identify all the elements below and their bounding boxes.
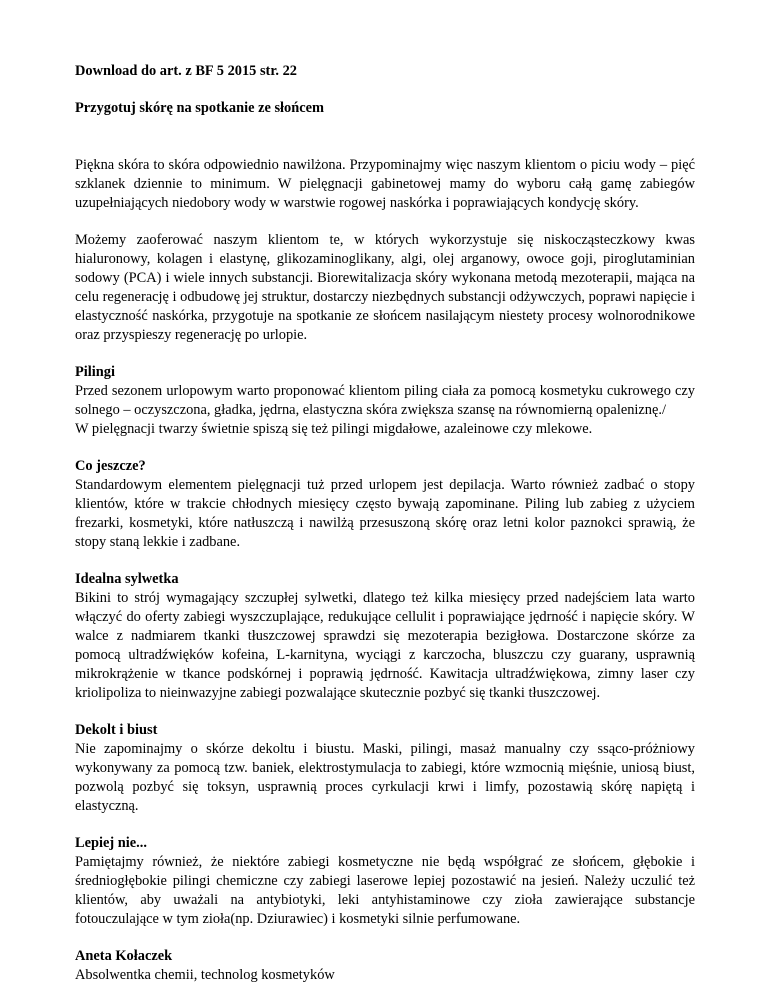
author-name: Aneta Kołaczek bbox=[75, 948, 173, 964]
section-paragraph: W pielęgnacji twarzy świetnie spiszą się też pilingi migdałowe, azaleinowe czy mlekowe. bbox=[75, 421, 593, 437]
download-line: Download do art. z BF 5 2015 str. 22 bbox=[75, 63, 297, 79]
intro-paragraph-1: Piękna skóra to skóra odpowiednio nawilżona. Przypominajmy więc naszym klientom o piciu wody – pięć szklanek dziennie to minimum. W pielęgnacji gabinetowej mamy do wyboru całą gamę zabiegów uzupełniających niedobory wody w warstwie rogowej naskórka i poprawiających kondycję skóry. bbox=[75, 157, 695, 211]
section-heading: Lepiej nie... bbox=[75, 835, 147, 851]
article-title: Przygotuj skórę na spotkanie ze słońcem bbox=[75, 100, 325, 116]
section-paragraph: Standardowym elementem pielęgnacji tuż przed urlopem jest depilacja. Warto również zadbać o stopy klientów, które w trakcie chłodnych miesięcy często bywają zapominane. Piling lub zabieg z użyciem frezarki, kosmetyki, które natłuszczą i nawilżą przesuszoną skórę oraz letni kolor paznokci sprawią, że stopy staną lekkie i zadbane. bbox=[75, 477, 695, 550]
author-block bbox=[75, 947, 695, 985]
section-paragraph: Bikini to strój wymagający szczupłej sylwetki, dlatego też kilka miesięcy przed nadejściem lata warto włączyć do oferty zabiegi wyszczuplające, redukujące cellulit i poprawiające jędrność i napięcie skóry. W walce z nadmiarem tkanki tłuszczowej sprawdzi się mezoterapia bezigłowa. Dostarczone skórze za pomocą ultradźwięków kofeina, L-karnityna, wyciągi z karczocha, bluszczu czy guarany, usprawnią mikrokrążenie w tkance podskórnej i poprawią jędrność. Kawitacja ultradźwiękowa, zimny laser czy kriolipoliza to nieinwazyjne zabiegi pozwalające skutecznie pozbyć się tkanki tłuszczowej. bbox=[75, 590, 695, 701]
section-paragraph: Nie zapominajmy o skórze dekoltu i biustu. Maski, pilingi, masaż manualny czy ssąco-próżniowy wykonywany za pomocą tzw. baniek, elektrostymulacja to zabiegi, które wzmocnią mięśnie, uniosą biust, pozwolą pozbyć się toksyn, usprawnią proces cyrkulacji krwi i limfy, pozostawią skórę napiętą i elastyczną. bbox=[75, 741, 695, 814]
section-heading: Idealna sylwetka bbox=[75, 571, 179, 587]
section-co-jeszcze bbox=[75, 457, 695, 552]
intro-paragraph-2: Możemy zaoferować naszym klientom te, w których wykorzystuje się niskocząsteczkowy kwas hialuronowy, kolagen i elastynę, glikozaminoglikany, algi, olej arganowy, owoce goji, piroglutaminian sodowy (PCA) i wiele innych substancji. Biorewitalizacja skóry wykonana metodą mezoterapii, mająca na celu regenerację i odbudowę jej struktur, dostarczy niezbędnych substancji odżywczych, poprawi napięcie i elastyczność naskórka, przygotuje na spotkanie ze słońcem nasilającym niestety procesy wolnorodnikowe oraz przyspieszy regenerację po urlopie. bbox=[75, 232, 695, 343]
document-page bbox=[75, 62, 695, 985]
section-pilingi bbox=[75, 363, 695, 439]
section-paragraph: Przed sezonem urlopowym warto proponować klientom piling ciała za pomocą kosmetyku cukrowego czy solnego – oczyszczona, gładka, jędrna, elastyczna skóra zwiększa szansę na równomierną opaleniznę./ bbox=[75, 383, 695, 418]
author-description: Absolwentka chemii, technolog kosmetyków bbox=[75, 967, 335, 983]
section-lepiej-nie bbox=[75, 834, 695, 929]
section-heading: Pilingi bbox=[75, 364, 115, 380]
section-idealna-sylwetka bbox=[75, 570, 695, 703]
section-heading: Co jeszcze? bbox=[75, 458, 146, 474]
section-paragraph: Pamiętajmy również, że niektóre zabiegi kosmetyczne nie będą współgrać ze słońcem, głębokie i średniogłębokie pilingi chemiczne czy zabiegi laserowe lepiej pozostawić na jesień. Należy uczulić też klientów, aby uważali na antybiotyki, leki antyhistaminowe czy zioła zawierające substancje fotouczulające w tym zioła(np. Dziurawiec) i kosmetyki silnie perfumowane. bbox=[75, 854, 695, 927]
section-heading: Dekolt i biust bbox=[75, 722, 158, 738]
section-dekolt-i-biust bbox=[75, 721, 695, 816]
